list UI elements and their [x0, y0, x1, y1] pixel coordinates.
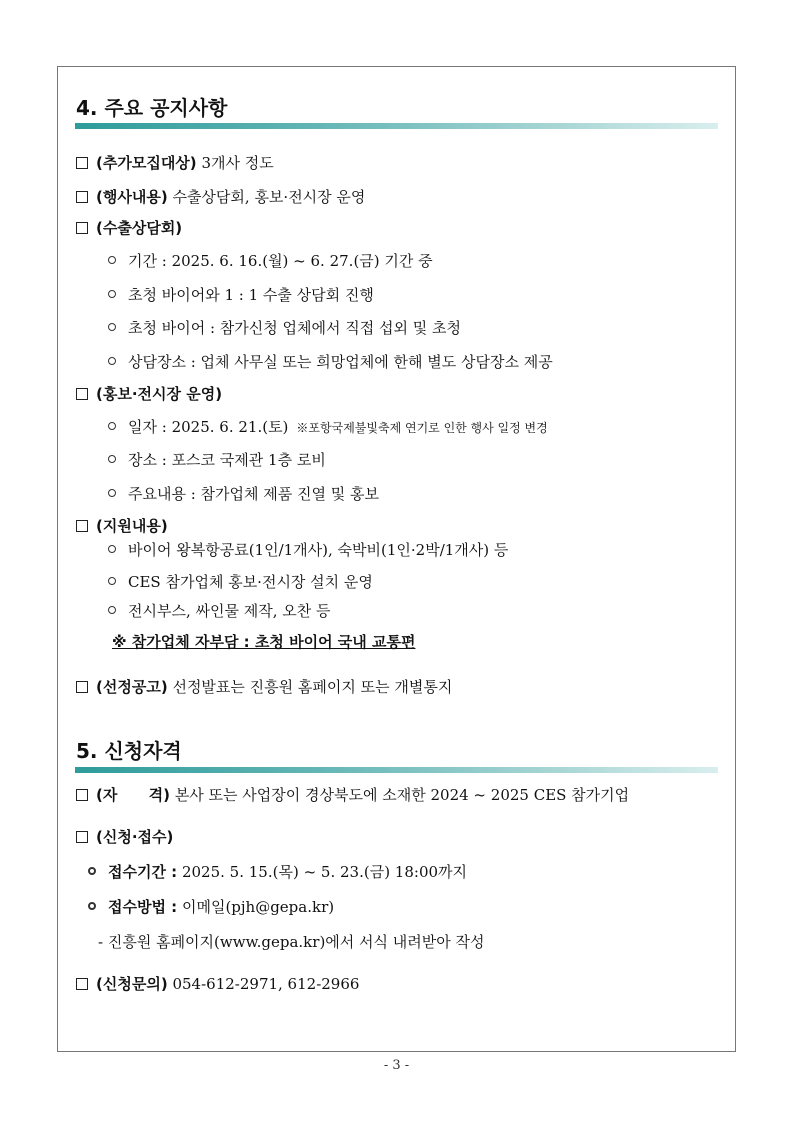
- apply-row: [76, 827, 173, 847]
- circle-bullet-icon: [108, 256, 116, 264]
- event-row: [76, 187, 365, 207]
- circle-bullet-icon: [108, 422, 116, 430]
- checkbox-square-icon: [76, 157, 88, 169]
- qualification-row: [76, 785, 629, 805]
- checkbox-square-icon: [76, 388, 88, 400]
- support-row: [76, 516, 168, 536]
- checkbox-square-icon: [76, 978, 88, 990]
- list-item: CES 참가업체 홍보·전시장 설치 운영: [108, 572, 373, 592]
- checkbox-square-icon: [76, 222, 88, 234]
- period-text: 2025. 5. 15.(목) ~ 5. 23.(금) 18:00까지: [181, 863, 468, 881]
- section5-title: 5. 신청자격: [76, 739, 182, 763]
- period-label: 접수기간 :: [108, 863, 178, 881]
- circle-bullet-icon: [108, 489, 116, 497]
- circle-bullet-icon: [108, 455, 116, 463]
- section5-rule: [75, 767, 718, 773]
- list-item: [88, 897, 334, 917]
- circle-bullet-icon: [88, 902, 96, 910]
- list-item: 전시부스, 싸인물 제작, 오찬 등: [108, 601, 331, 621]
- circle-bullet-icon: [108, 323, 116, 331]
- list-item: [108, 417, 548, 438]
- list-item: [108, 450, 326, 470]
- circle-bullet-icon: [108, 545, 116, 553]
- promo-place: 장소 : 포스코 국제관 1층 로비: [128, 451, 326, 469]
- event-text: 수출상담회, 홍보·전시장 운영: [172, 188, 366, 206]
- list-item: 상담장소 : 업체 사무실 또는 희망업체에 한해 별도 상담장소 제공: [108, 352, 553, 372]
- inquiry-text: 054-612-2971, 612-2966: [172, 975, 360, 993]
- inquiry-row: [76, 974, 359, 994]
- method-label: 접수방법 :: [108, 898, 178, 916]
- recruit-row: [76, 153, 274, 173]
- method-sub: - 진흥원 홈페이지(www.gepa.kr)에서 서식 내려받아 작성: [98, 933, 485, 951]
- list-item: 기간 : 2025. 6. 16.(월) ~ 6. 27.(금) 기간 중: [108, 251, 433, 271]
- consult-row: [76, 218, 182, 238]
- promo-date: 일자 : 2025. 6. 21.(토): [128, 418, 289, 436]
- recruit-text: 3개사 정도: [201, 154, 274, 172]
- circle-bullet-icon: [108, 606, 116, 614]
- circle-bullet-icon: [108, 577, 116, 585]
- promo-content: 주요내용 : 참가업체 제품 진열 및 홍보: [128, 485, 380, 503]
- support-label: (지원내용): [96, 517, 168, 535]
- qualification-label: (자 격): [96, 786, 171, 804]
- circle-bullet-icon: [88, 867, 96, 875]
- promo-date-note: ※포항국제불빛축제 연기로 인한 행사 일정 변경: [296, 421, 548, 435]
- selection-label: (선정공고): [96, 678, 168, 696]
- event-label: (행사내용): [96, 188, 168, 206]
- circle-bullet-icon: [108, 357, 116, 365]
- section4-title: 4. 주요 공지사항: [76, 96, 228, 120]
- apply-label: (신청·접수): [96, 828, 174, 846]
- section4-rule: [75, 123, 718, 129]
- list-item: 초청 바이어와 1 : 1 수출 상담회 진행: [108, 285, 374, 305]
- promo-label: (홍보·전시장 운영): [96, 385, 223, 403]
- support-note: ※ 참가업체 자부담 : 초청 바이어 국내 교통편: [112, 633, 416, 651]
- checkbox-square-icon: [76, 520, 88, 532]
- checkbox-square-icon: [76, 681, 88, 693]
- selection-row: [76, 677, 452, 697]
- checkbox-square-icon: [76, 789, 88, 801]
- checkbox-square-icon: [76, 831, 88, 843]
- recruit-label: (추가모집대상): [96, 154, 197, 172]
- method-text: 이메일(pjh@gepa.kr): [181, 898, 335, 916]
- list-item: [108, 484, 379, 504]
- inquiry-label: (신청문의): [96, 975, 168, 993]
- selection-text: 선정발표는 진흥원 홈페이지 또는 개별통지: [172, 678, 453, 696]
- circle-bullet-icon: [108, 290, 116, 298]
- list-item: 초청 바이어 : 참가신청 업체에서 직접 섭외 및 초청: [108, 318, 461, 338]
- page-number: - 3 -: [383, 1058, 410, 1073]
- qualification-text: 본사 또는 사업장이 경상북도에 소재한 2024 ~ 2025 CES 참가기업: [174, 786, 630, 804]
- list-item: [88, 862, 467, 882]
- consult-label: (수출상담회): [96, 219, 183, 237]
- checkbox-square-icon: [76, 191, 88, 203]
- list-item: 바이어 왕복항공료(1인/1개사), 숙박비(1인·2박/1개사) 등: [108, 540, 508, 560]
- promo-row: [76, 384, 222, 404]
